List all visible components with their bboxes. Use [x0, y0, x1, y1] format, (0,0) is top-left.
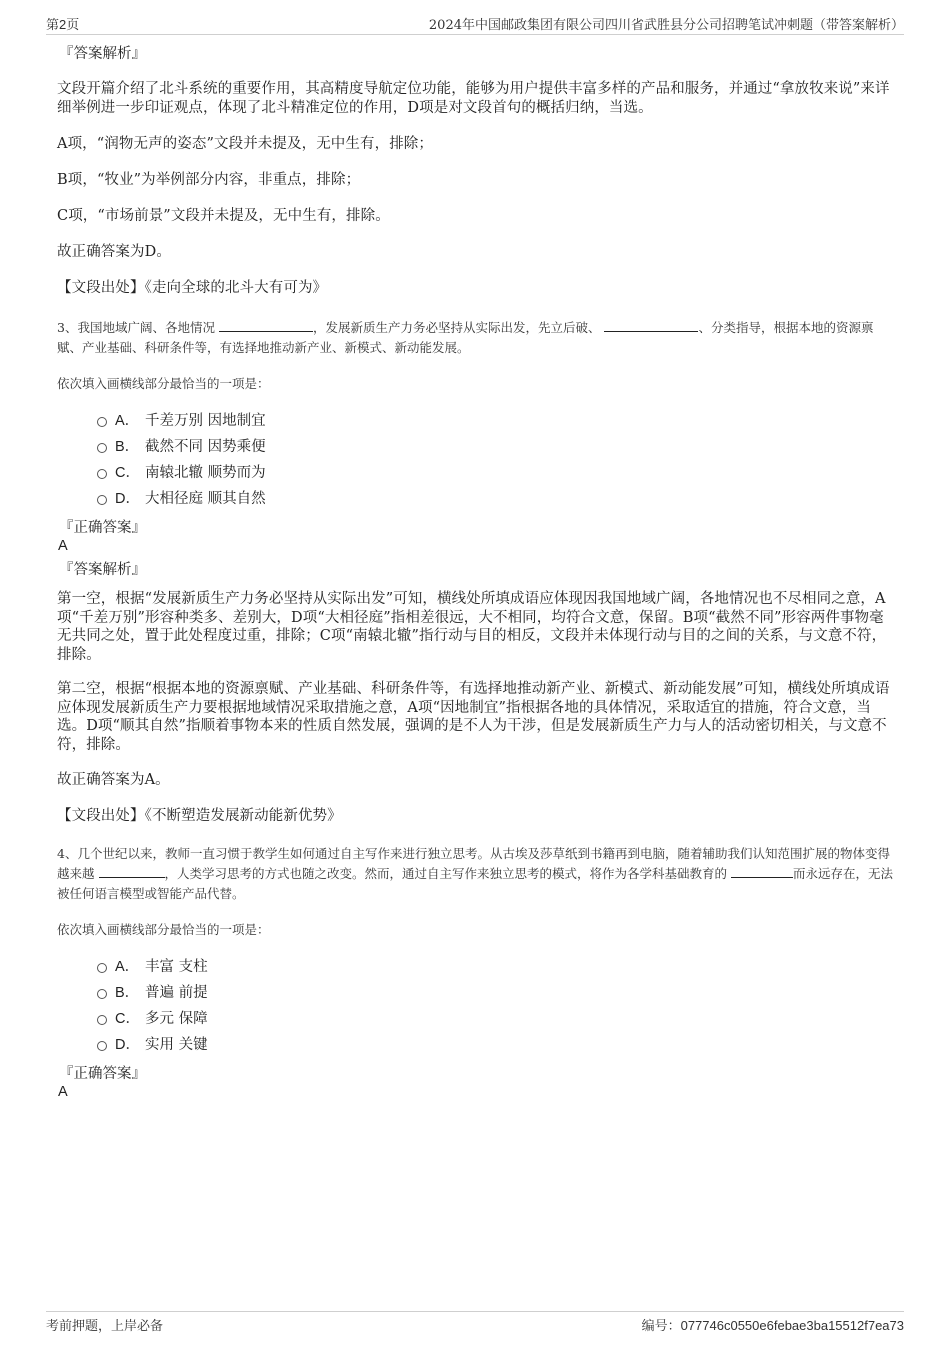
fill-blank [604, 318, 698, 332]
radio-button[interactable] [97, 963, 107, 973]
question-stem: 3、我国地域广阔、各地情况 ，发展新质生产力务必坚持从实际出发，先立后破、 、分类指导，根据本地的资源禀赋、产业基础、科研条件等，有选择地推动新产业、新模式、新动能发展。 [57, 320, 874, 355]
analysis-label: 『答案解析』 [59, 562, 146, 578]
answer-conclusion: 故正确答案为A。 [57, 772, 170, 788]
document-code: 编号：077746c0550e6febae3ba15512f7ea73 [641, 1318, 904, 1334]
option-text: 大相径庭 顺其自然 [145, 490, 266, 507]
question-stem: 4、几个世纪以来，教师一直习惯于教学生如何通过自主写作来进行独立思考。从古埃及莎草纸到书籍再到电脑，随着辅助我们认知范围扩展的物体变得越来越 ，人类学习思考的方式也随之改变。然而，通过自主写作来独立思考的模式，将作为各学科基础教育的 而永远存在，无法被任何语言模型或智能产品代替。 [57, 846, 894, 901]
radio-button[interactable] [97, 1015, 107, 1025]
correct-answer: A [58, 538, 68, 554]
page-number: 第2页 [46, 17, 80, 32]
page-footer [46, 1311, 904, 1337]
correct-answer-label: 『正确答案』 [59, 1066, 146, 1082]
option-list [97, 952, 895, 1056]
analysis-option-c: C项，“市场前景”文段并未提及，无中生有，排除。 [57, 208, 390, 224]
analysis-option-b: B项，“牧业”为举例部分内容，非重点，排除； [57, 172, 361, 188]
source-citation: 【文段出处】《不断塑造发展新动能新优势》 [57, 808, 342, 824]
option-b[interactable]: B． 截然不同 因势乘便 [97, 432, 895, 458]
radio-button[interactable] [97, 417, 107, 427]
page-content [57, 44, 895, 1100]
radio-button[interactable] [97, 469, 107, 479]
option-a[interactable]: A． 千差万别 因地制宜 [97, 406, 895, 432]
option-text: 实用 关键 [145, 1036, 208, 1053]
radio-button[interactable] [97, 989, 107, 999]
radio-button[interactable] [97, 1041, 107, 1051]
answer-conclusion: 故正确答案为D。 [57, 244, 171, 260]
question-prompt: 依次填入画横线部分最恰当的一项是： [57, 922, 270, 937]
option-a[interactable]: A． 丰富 支柱 [97, 952, 895, 978]
option-d[interactable]: D． 大相径庭 顺其自然 [97, 484, 895, 510]
footer-slogan: 考前押题，上岸必备 [46, 1319, 164, 1334]
correct-answer-label: 『正确答案』 [59, 520, 146, 536]
fill-blank [219, 318, 313, 332]
option-text: 截然不同 因势乘便 [145, 438, 266, 455]
option-d[interactable]: D． 实用 关键 [97, 1030, 895, 1056]
source-citation: 【文段出处】《走向全球的北斗大有可为》 [57, 280, 328, 296]
option-list [97, 406, 895, 510]
analysis-label: 『答案解析』 [59, 46, 146, 62]
fill-blank [731, 864, 793, 878]
option-c[interactable]: C． 多元 保障 [97, 1004, 895, 1030]
option-text: 千差万别 因地制宜 [145, 412, 266, 429]
question-prompt: 依次填入画横线部分最恰当的一项是： [57, 376, 270, 391]
option-b[interactable]: B． 普遍 前提 [97, 978, 895, 1004]
radio-button[interactable] [97, 495, 107, 505]
page-header [46, 14, 904, 35]
option-text: 丰富 支柱 [145, 958, 208, 975]
analysis-option-a: A项，“润物无声的姿态”文段并未提及，无中生有，排除； [57, 136, 433, 152]
option-text: 多元 保障 [145, 1010, 208, 1027]
radio-button[interactable] [97, 443, 107, 453]
correct-answer: A [58, 1084, 68, 1100]
fill-blank [99, 864, 165, 878]
analysis-paragraph: 第一空，根据“发展新质生产力务必坚持从实际出发”可知，横线处所填成语应体现因我国地域广阔，各地情况也不尽相同之意，A项“千差万别”形容种类多、差别大，D项“大相径庭”指相差很远，大不相同，均符合文意，保留。B项“截然不同”形容两件事物毫无共同之处，置于此处程度过重，排除；C项“南辕北辙”指行动与目的相反，文段并未体现行动与目的之间的关系，与文意不符，排除。 [57, 591, 887, 663]
option-c[interactable]: C． 南辕北辙 顺势而为 [97, 458, 895, 484]
analysis-paragraph: 文段开篇介绍了北斗系统的重要作用，其高精度导航定位功能，能够为用户提供丰富多样的产品和服务，并通过“拿放牧来说”来详细举例进一步印证观点，体现了北斗精准定位的作用，D项是对文段首句的概括归纳，当选。 [57, 81, 890, 116]
document-title: 2024年中国邮政集团有限公司四川省武胜县分公司招聘笔试冲刺题（带答案解析） [428, 18, 904, 33]
analysis-paragraph: 第二空，根据“根据本地的资源禀赋、产业基础、科研条件等，有选择地推动新产业、新模式、新动能发展”可知，横线处所填成语应体现发展新质生产力要根据地域情况采取措施之意，A项“因地制宜”指根据各地的具体情况，采取适宜的措施，符合文意，当选。D项“顺其自然”指顺着事物本来的性质自然发展，强调的是不人为干涉，但是发展新质生产力与人的活动密切相关，与文意不符，排除。 [57, 681, 890, 753]
option-text: 南辕北辙 顺势而为 [145, 464, 266, 481]
option-text: 普遍 前提 [145, 984, 208, 1001]
